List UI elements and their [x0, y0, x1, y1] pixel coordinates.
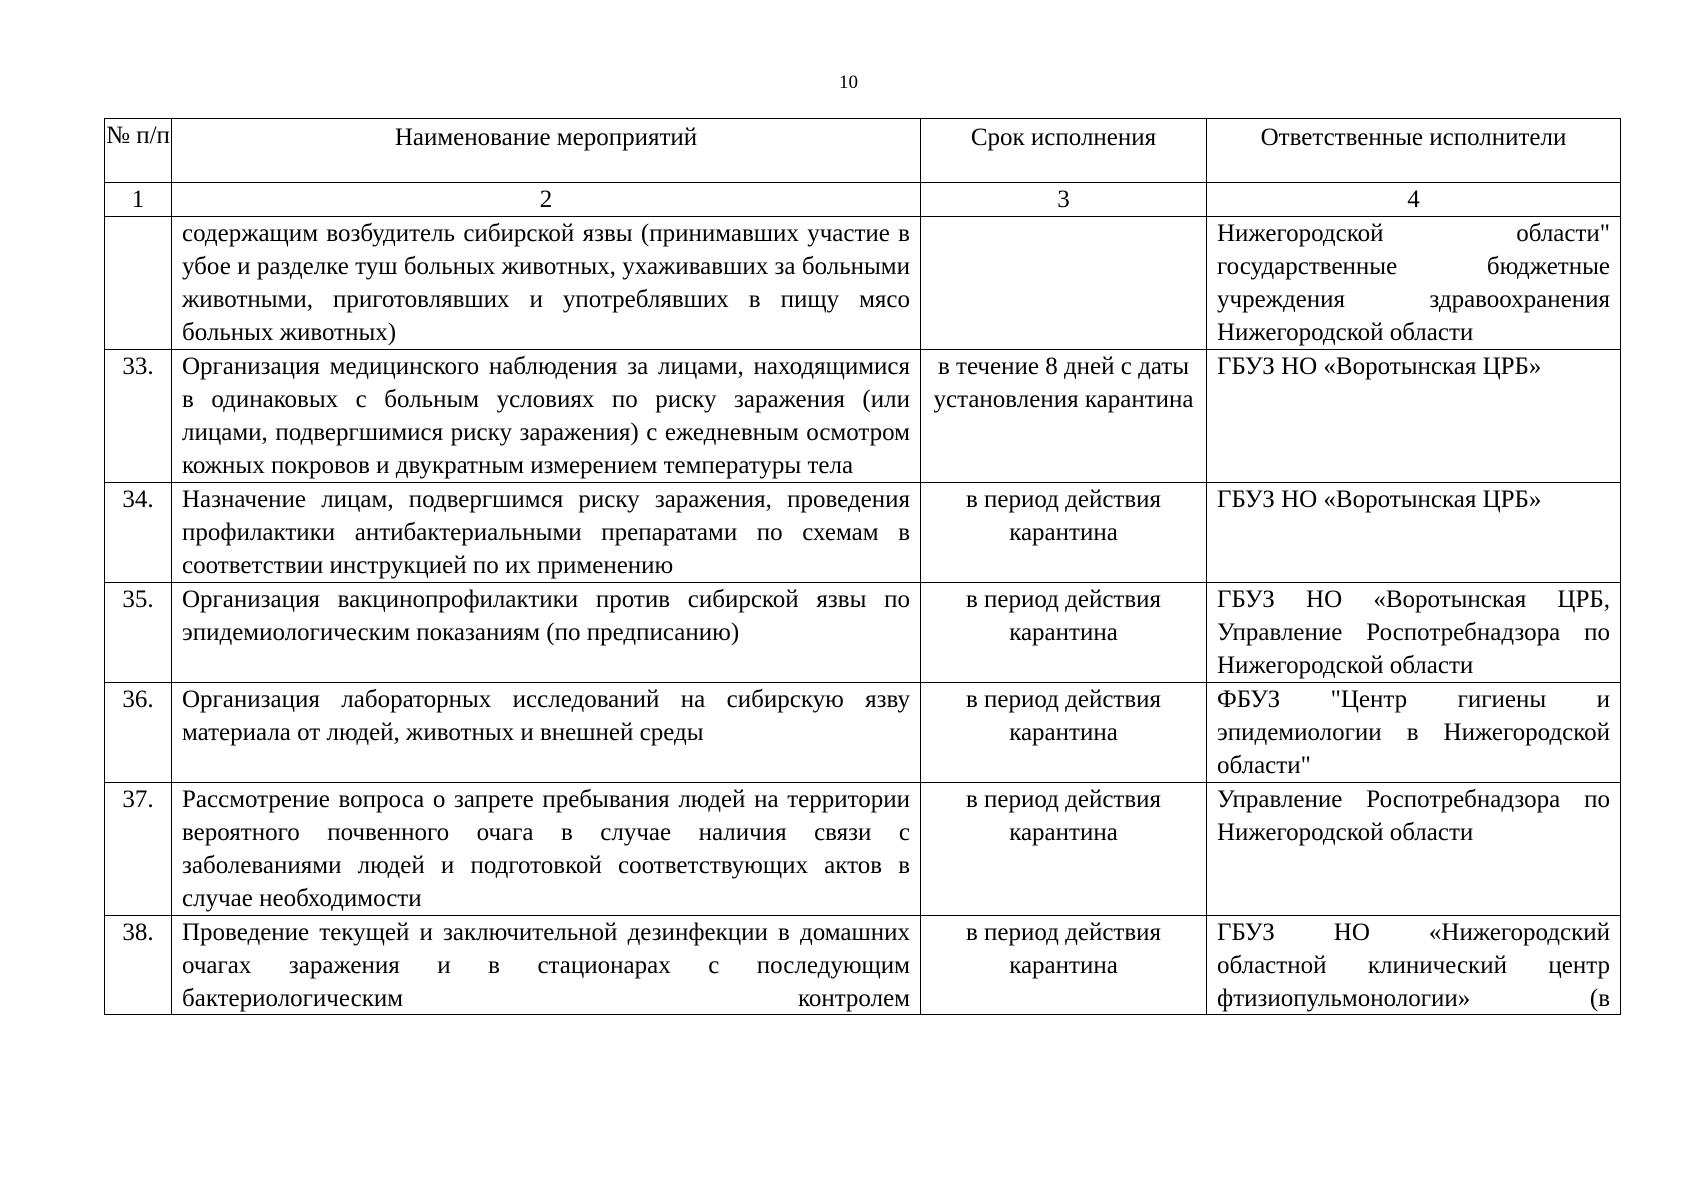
measure-name: Рассмотрение вопроса о запрете пребывания людей на территории вероятного почвенного очага в случае наличия связи с заболеваниями людей и подготовкой соответствующих актов в случае необходимости: [172, 783, 921, 916]
measure-term: в период действия карантина: [921, 483, 1207, 583]
table-header-row: [105, 119, 1621, 183]
column-index: 2: [172, 183, 921, 217]
measure-responsible: ГБУЗ НО «Нижегородский областной клинический центр фтизиопульмонологии» (в: [1217, 919, 1610, 1012]
measure-responsible: ГБУЗ НО «Воротынская ЦРБ»: [1207, 483, 1621, 583]
measure-term: в период действия карантина: [921, 583, 1207, 683]
header-num: № п/п: [105, 119, 172, 183]
row-number: 33.: [105, 350, 172, 483]
measure-term: в период действия карантина: [921, 683, 1207, 783]
header-name: Наименование мероприятий: [172, 119, 921, 183]
measure-responsible: ГБУЗ НО «Воротынская ЦРБ, Управление Роспотребнадзора по Нижегородской области: [1207, 583, 1621, 683]
table-row: [105, 483, 1621, 583]
table-row: [105, 350, 1621, 483]
measure-name: содержащим возбудитель сибирской язвы (принимавших участие в убое и разделке туш больных животных, ухаживавших за больными животными, приготовлявших и употреблявших в пищу мясо больных животных): [172, 217, 921, 350]
measure-term: в период действия карантина: [921, 783, 1207, 916]
table-row: [105, 583, 1621, 683]
table-row: [105, 683, 1621, 783]
row-number: 38.: [105, 916, 172, 1015]
row-number: 34.: [105, 483, 172, 583]
measure-name: Организация лабораторных исследований на сибирскую язву материала от людей, животных и внешней среды: [172, 683, 921, 783]
table-row: [105, 783, 1621, 916]
column-index: 1: [105, 183, 172, 217]
page-number: 10: [839, 72, 858, 93]
measure-responsible: Нижегородской области" государственные бюджетные учреждения здравоохранения Нижегородской области: [1207, 217, 1621, 350]
column-index: 3: [921, 183, 1207, 217]
measure-name: Организация вакцинопрофилактики против сибирской язвы по эпидемиологическим показаниям (по предписанию): [172, 583, 921, 683]
table-row: [105, 916, 1621, 1015]
column-index: 4: [1207, 183, 1621, 217]
measure-responsible: ФБУЗ "Центр гигиены и эпидемиологии в Нижегородской области": [1207, 683, 1621, 783]
measure-term: [921, 217, 1207, 350]
measure-name: Проведение текущей и заключительной дезинфекции в домашних очагах заражения и в стационарах с последующим бактериологическим контролем: [182, 919, 910, 1012]
measure-name: Организация медицинского наблюдения за лицами, находящимися в одинаковых с больным условиях по риску заражения (или лицами, подвергшимися риску заражения) с ежедневным осмотром кожных покровов и двукратным измерением температуры тела: [172, 350, 921, 483]
header-responsible: Ответственные исполнители: [1207, 119, 1621, 183]
measure-name: Назначение лицам, подвергшимся риску заражения, проведения профилактики антибактериальными препаратами по схемам в соответствии инструкцией по их применению: [172, 483, 921, 583]
row-number: [105, 217, 172, 350]
header-term: Срок исполнения: [921, 119, 1207, 183]
row-number: 37.: [105, 783, 172, 916]
row-number: 36.: [105, 683, 172, 783]
measure-name-cell: [172, 916, 921, 1015]
measure-term: в период действия карантина: [921, 916, 1207, 1015]
measure-term: в течение 8 дней с даты установления карантина: [921, 350, 1207, 483]
measure-responsible: ГБУЗ НО «Воротынская ЦРБ»: [1207, 350, 1621, 483]
table-row: [105, 217, 1621, 350]
row-number: 35.: [105, 583, 172, 683]
measure-responsible: Управление Роспотребнадзора по Нижегородской области: [1207, 783, 1621, 916]
measures-table: [104, 118, 1621, 1015]
measure-responsible-cell: [1207, 916, 1621, 1015]
column-index-row: [105, 183, 1621, 217]
